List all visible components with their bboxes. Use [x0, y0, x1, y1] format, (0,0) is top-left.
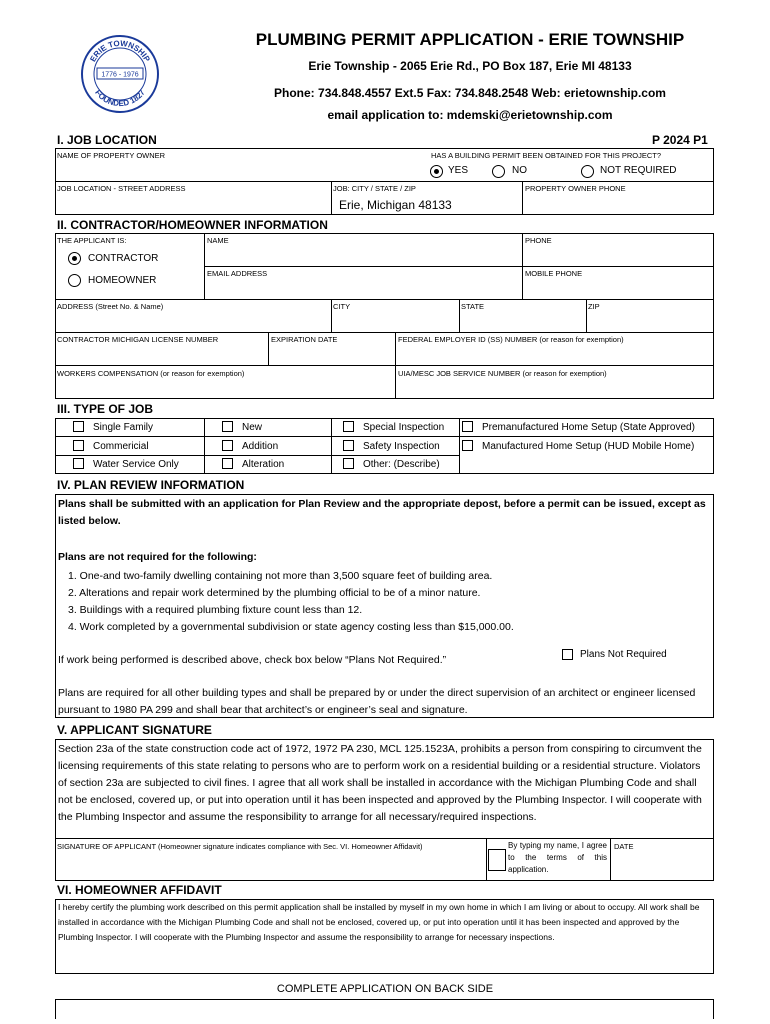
address-label: ADDRESS (Street No. & Name): [57, 302, 164, 311]
name-label: NAME: [207, 236, 229, 245]
alteration-checkbox[interactable]: [222, 458, 233, 469]
township-seal-logo: [80, 34, 160, 114]
plans-check-instruction: If work being performed is described above, check box below “Plans Not Required.”: [58, 654, 447, 666]
uia-label: UIA/MESC JOB SERVICE NUMBER (or reason for exemption): [398, 369, 607, 378]
permit-no-radio[interactable]: [492, 165, 505, 178]
license-field[interactable]: [57, 346, 265, 363]
applicant-is-label: THE APPLICANT IS:: [57, 236, 127, 245]
addition-label: Addition: [242, 441, 279, 452]
manufactured-home-label: Manufactured Home Setup (HUD Mobile Home): [482, 441, 695, 452]
township-email: email application to: mdemski@erietownship.com: [327, 108, 613, 122]
street-address-label: JOB LOCATION - STREET ADDRESS: [57, 184, 186, 193]
premanufactured-home-label: Premanufactured Home Setup (State Approved): [482, 422, 695, 433]
water-service-label: Water Service Only: [93, 459, 179, 470]
name-field[interactable]: [207, 247, 517, 264]
section-job-location-title: I. JOB LOCATION: [57, 133, 157, 147]
mobile-field[interactable]: [525, 280, 710, 297]
single-family-checkbox[interactable]: [73, 421, 84, 432]
agree-terms-checkbox[interactable]: [488, 849, 506, 871]
fein-label: FEDERAL EMPLOYER ID (SS) NUMBER (or reason for exemption): [398, 335, 624, 344]
safety-inspection-label: Safety Inspection: [363, 441, 440, 452]
permit-not-required-radio[interactable]: [581, 165, 594, 178]
zip-field[interactable]: [588, 313, 710, 330]
section-type-of-job-title: III. TYPE OF JOB: [57, 402, 154, 416]
plans-required-text: Plans are required for all other building types and shall be prepared by or under the direct supervision of an architect or engineer licensed pursuant to 1980 PA 299 and shall bear that architect’s or engineer’s seal and signature.: [58, 687, 696, 716]
city-label: CITY: [333, 302, 351, 311]
zip-label: ZIP: [588, 302, 600, 311]
expiration-label: EXPIRATION DATE: [271, 335, 338, 344]
city-state-zip-field[interactable]: Erie, Michigan 48133: [339, 198, 452, 212]
other-label: Other: (Describe): [363, 459, 440, 470]
owner-phone-field[interactable]: [525, 195, 710, 213]
premanufactured-home-checkbox[interactable]: [462, 421, 473, 432]
commercial-label: Commericial: [93, 441, 149, 452]
uia-field[interactable]: [398, 380, 710, 397]
affidavit-text: I hereby certify the plumbing work described on this permit application shall be installed by myself in my own home in which I am living or about to occupy. All work shall be installed in accordance with the Michigan Plumbing Code and shall not be enclosed, covered up, or put into operation until it has been inspected and approved by the Plumbing Inspector. I will cooperate with the Plumbing Inspector and assume the responsibility to arrange for necessary inspections.: [58, 902, 700, 942]
phone-label: PHONE: [525, 236, 552, 245]
commercial-checkbox[interactable]: [73, 440, 84, 451]
homeowner-radio[interactable]: [68, 274, 81, 287]
expiration-field[interactable]: [271, 346, 391, 363]
page-title: PLUMBING PERMIT APPLICATION - ERIE TOWNSHIP: [255, 30, 685, 49]
footer-box: [55, 999, 714, 1019]
exemption-item-1: 1. One-and two-family dwelling containing not more than 3,500 square feet of building area.: [68, 570, 493, 582]
owner-name-field[interactable]: [57, 162, 397, 179]
date-label: DATE: [614, 842, 634, 851]
new-checkbox[interactable]: [222, 421, 233, 432]
seal-top-text: ERIE TOWNSHIP: [88, 38, 152, 64]
fein-field[interactable]: [398, 346, 710, 363]
agree-terms-text: By typing my name, I agree to the terms of this application.: [508, 841, 607, 874]
exemption-item-2: 2. Alterations and repair work determined by the plumbing official to be of a minor nature.: [68, 587, 481, 599]
contractor-label: CONTRACTOR: [88, 253, 159, 264]
license-label: CONTRACTOR MICHIGAN LICENSE NUMBER: [57, 335, 219, 344]
phone-field[interactable]: [525, 247, 710, 264]
email-field[interactable]: [207, 280, 517, 297]
seal-bottom-text: FOUNDED 1827: [93, 88, 147, 109]
section-plan-review-title: IV. PLAN REVIEW INFORMATION: [57, 478, 245, 492]
section-signature-title: V. APPLICANT SIGNATURE: [57, 723, 212, 737]
seal-years: 1776 - 1976: [101, 71, 139, 79]
address-field[interactable]: [57, 313, 327, 330]
addition-checkbox[interactable]: [222, 440, 233, 451]
permit-question-label: HAS A BUILDING PERMIT BEEN OBTAINED FOR THIS PROJECT?: [431, 151, 662, 160]
workers-comp-field[interactable]: [57, 380, 391, 397]
section-contractor-title: II. CONTRACTOR/HOMEOWNER INFORMATION: [57, 218, 328, 232]
permit-yes-radio[interactable]: [430, 165, 443, 178]
section-homeowner-affidavit-title: VI. HOMEOWNER AFFIDAVIT: [57, 883, 222, 897]
date-field[interactable]: [614, 853, 710, 877]
special-inspection-label: Special Inspection: [363, 422, 445, 433]
township-address: Erie Township - 2065 Erie Rd., PO Box 187, Erie MI 48133: [308, 59, 632, 73]
single-family-label: Single Family: [93, 422, 154, 433]
form-code: P 2024 P1: [652, 133, 708, 147]
city-state-zip-label: JOB: CITY / STATE / ZIP: [333, 184, 416, 193]
street-address-field[interactable]: [57, 195, 327, 213]
permit-yes-label: YES: [448, 165, 469, 176]
email-label: EMAIL ADDRESS: [207, 269, 268, 278]
svg-text:FOUNDED 1827: [93, 88, 147, 108]
permit-no-label: NO: [512, 165, 527, 176]
special-inspection-checkbox[interactable]: [343, 421, 354, 432]
plans-not-required-label: Plans Not Required: [580, 649, 667, 660]
township-contact: Phone: 734.848.4557 Ext.5 Fax: 734.848.2548 Web: erietownship.com: [274, 86, 666, 100]
contractor-radio[interactable]: [68, 252, 81, 265]
state-label: STATE: [461, 302, 485, 311]
city-field[interactable]: [333, 313, 455, 330]
workers-comp-label: WORKERS COMPENSATION (or reason for exemption): [57, 369, 245, 378]
water-service-checkbox[interactable]: [73, 458, 84, 469]
signature-legal-text: Section 23a of the state construction code act of 1972, 1972 PA 230, MCL 125.1523A, prohibits a person from conspiring to circumvent the licensing requirements of this state relating to persons who are to perform work on a residential building or a residential structure. Violators of section 23a are subjected to civil fines. I agree that all work shall be installed in accordance with the Michigan Plumbing Code and shall not be enclosed, covered up, or put into operation until it has been inspected and approved by the Plumbing Inspector. I will cooperate with the Plumbing Inspector and assume the responsibility to arrange for all necessary/required inspections.: [58, 743, 702, 823]
safety-inspection-checkbox[interactable]: [343, 440, 354, 451]
owner-name-label: NAME OF PROPERTY OWNER: [57, 151, 166, 160]
signature-field[interactable]: [57, 853, 483, 877]
mobile-label: MOBILE PHONE: [525, 269, 583, 278]
state-field[interactable]: [461, 313, 583, 330]
plans-not-required-heading: Plans are not required for the following:: [58, 551, 257, 563]
signature-label: SIGNATURE OF APPLICANT (Homeowner signature indicates compliance with Sec. VI. Homeowner Affidavit): [57, 842, 423, 851]
owner-phone-label: PROPERTY OWNER PHONE: [525, 184, 626, 193]
plan-review-intro: Plans shall be submitted with an application for Plan Review and the appropriate depost, before a permit can be issued, except as listed below.: [58, 498, 706, 527]
back-side-note: COMPLETE APPLICATION ON BACK SIDE: [276, 983, 494, 995]
other-checkbox[interactable]: [343, 458, 354, 469]
manufactured-home-checkbox[interactable]: [462, 440, 473, 451]
exemption-item-4: 4. Work completed by a governmental subdivision or state agency costing less than $15,000.00.: [68, 621, 514, 633]
plans-not-required-checkbox[interactable]: [562, 649, 573, 660]
permit-not-required-label: NOT REQUIRED: [600, 165, 677, 176]
exemption-item-3: 3. Buildings with a required plumbing fixture count less than 12.: [68, 604, 363, 616]
homeowner-label: HOMEOWNER: [88, 275, 157, 286]
alteration-label: Alteration: [242, 459, 285, 470]
new-label: New: [242, 422, 263, 433]
